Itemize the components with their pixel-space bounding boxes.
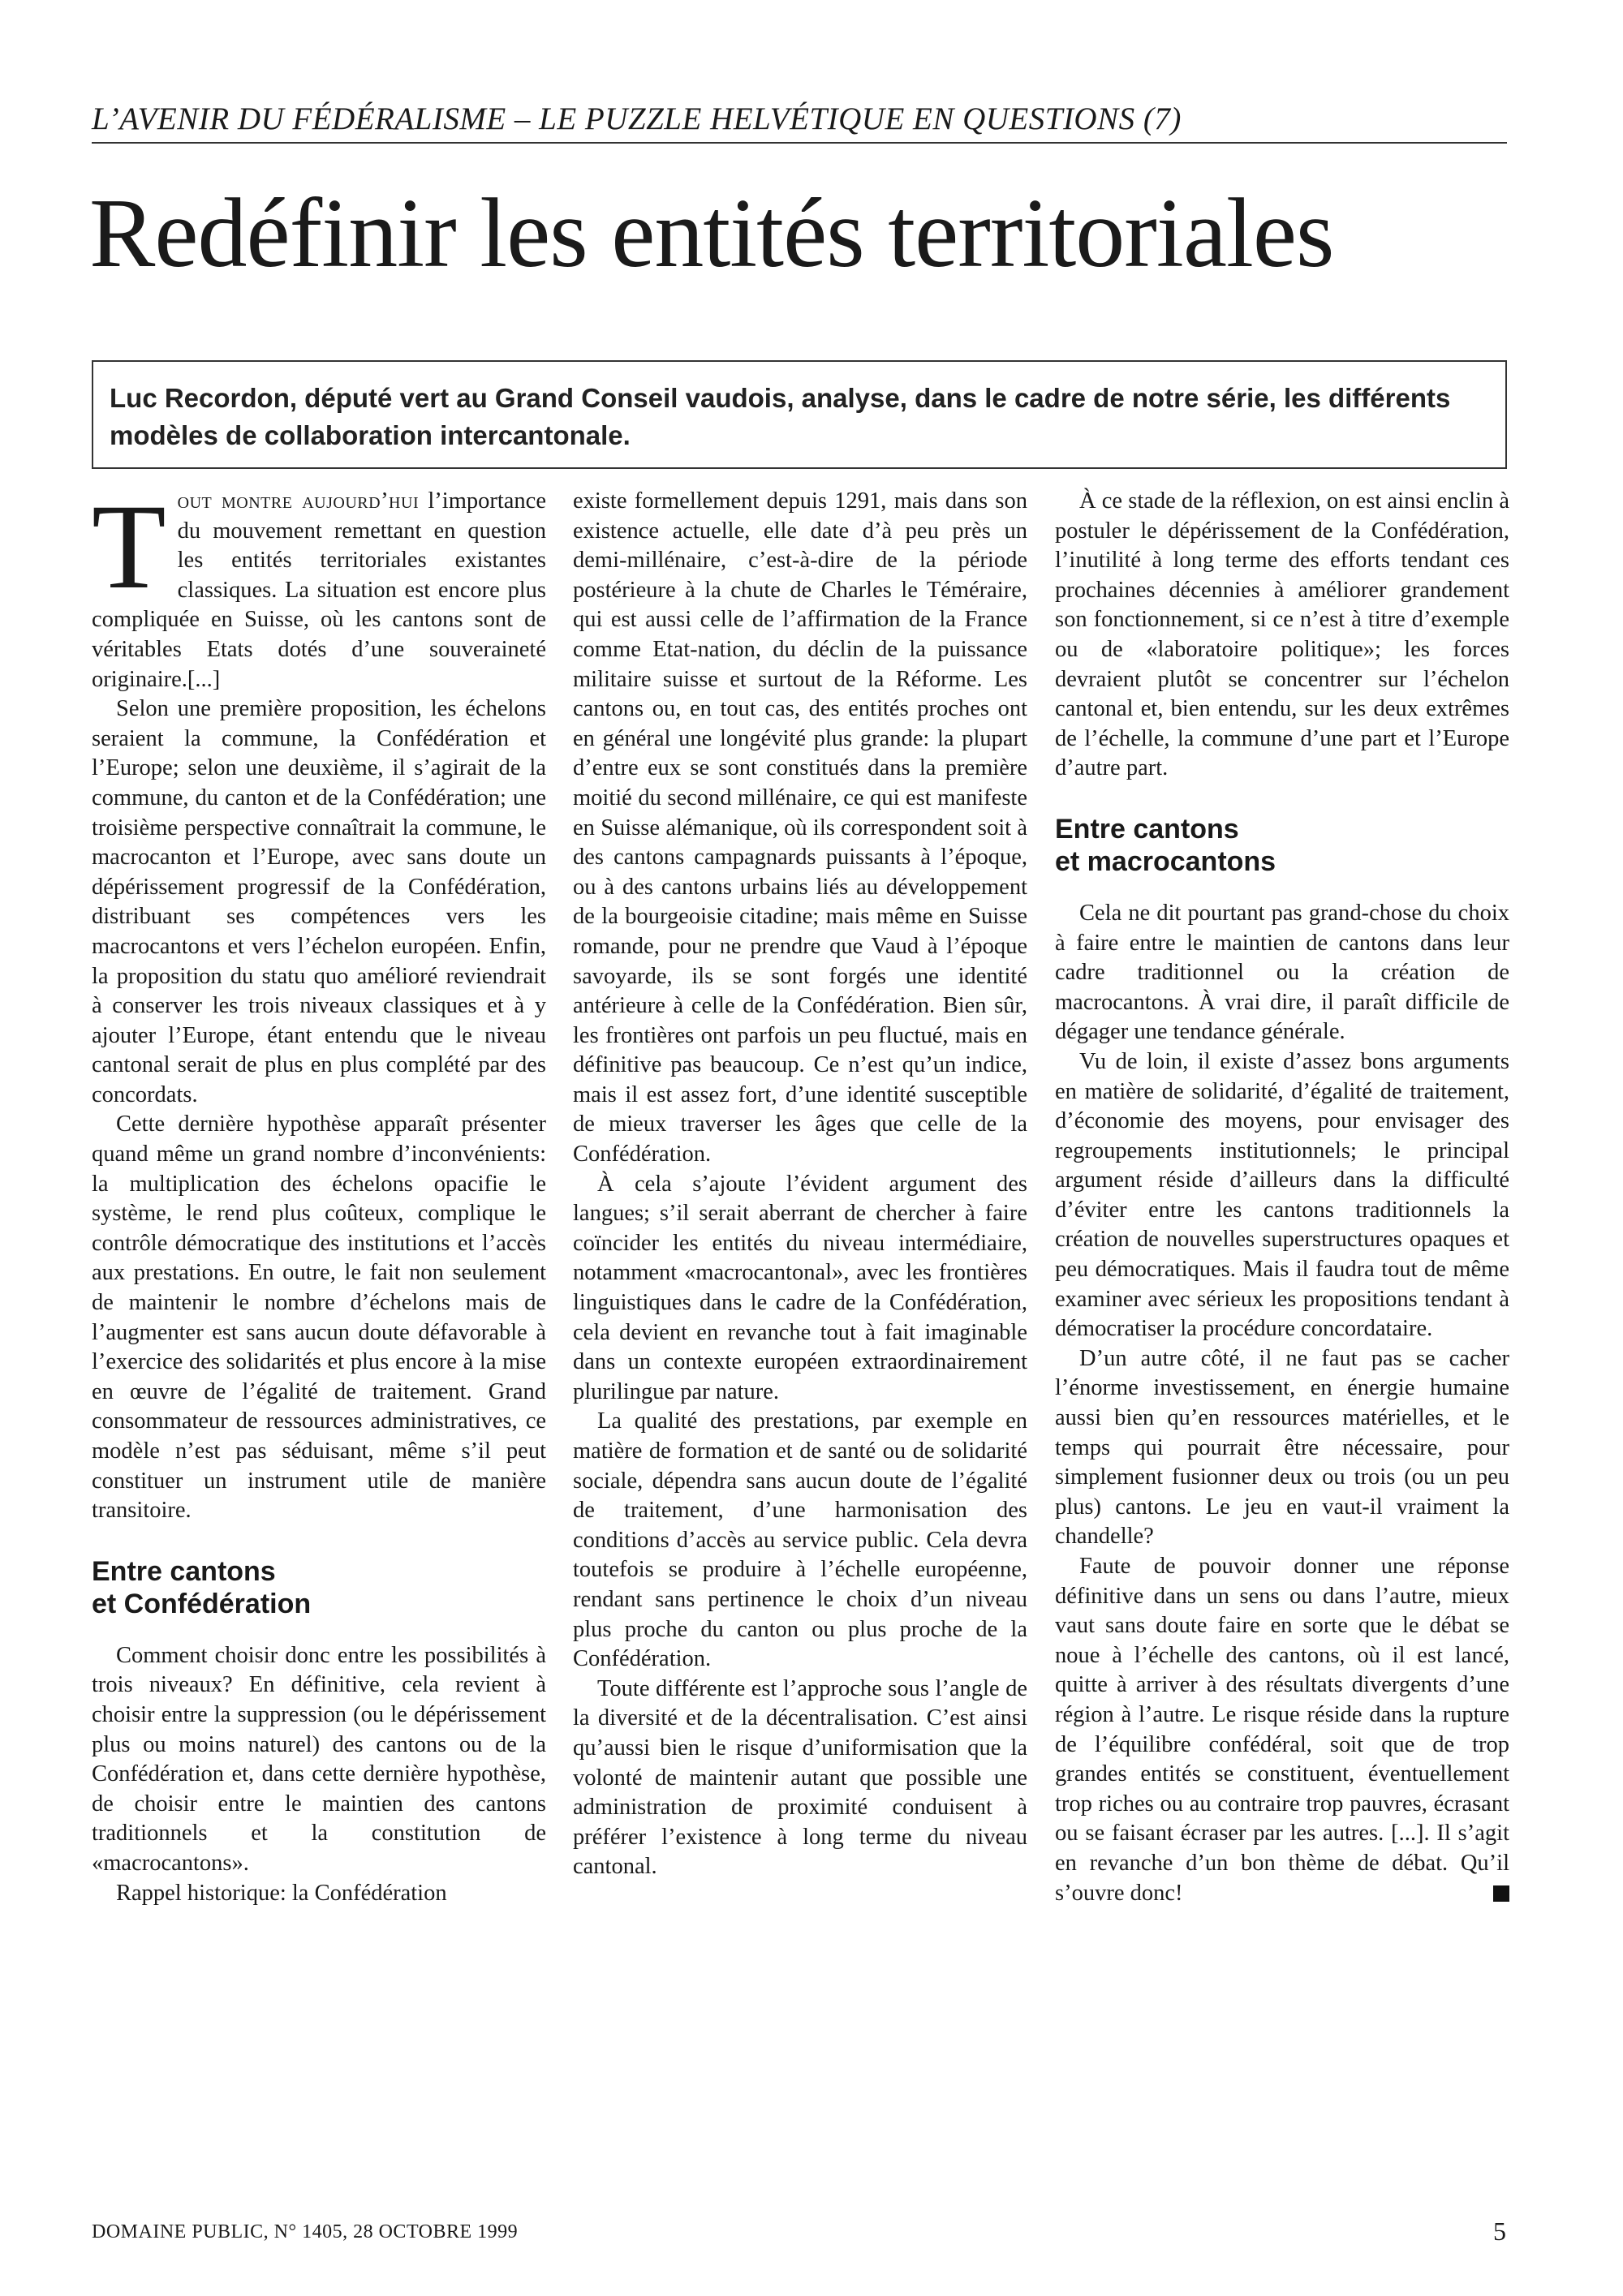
article-title: Redéfinir les entités territoriales [89,178,1334,288]
paragraph: Cela ne dit pourtant pas grand-chose du choix à faire entre le maintien de cantons dans leur cadre traditionnel ou la création de macrocantons. À vrai dire, il paraît difficile de dégager une tendance générale. [1055,900,1509,1045]
subheading [92,1555,546,1620]
column-1 [92,479,546,1908]
paragraph: Rappel historique: la Confédération [116,1880,447,1906]
column-3 [1055,487,1509,1908]
paragraph: Cette dernière hypothèse apparaît présenter quand même un grand nombre d’inconvénients: la multiplication des échelons opacifie le système, le rend plus coûteux, complique le contrôle démocratique des institutions et l’accès aux prestations. En outre, le fait non seulement de maintenir le nombre d’échelons mais de l’augmenter est sans aucun doute défavorable à l’exercice des solidarités et plus encore à la mise en œuvre de l’égalité de traitement. Grand consommateur de ressources administratives, ce modèle n’est pas séduisant, même s’il peut constituer un instrument utile de manière transitoire. [92,1111,546,1524]
paragraph-text: l’importance du mouvement remettant en question les entités territoriales existantes classiques. La situation est encore plus compliquée en Suisse, où les cantons sont de véritables Etats dotés d’une souveraineté originaire.[...] [92,488,546,692]
paragraph: Selon une première proposition, les échelons seraient la commune, la Confédération et l’Europe; selon une deuxième, il s’agirait de la commune, du canton et de la Confédération; une troisième perspective connaîtrait la commune, le macrocanton et l’Europe, avec sans doute un dépérissement progressif de la Confédération, distribuant ses compétences vers les macrocantons et vers l’échelon européen. Enfin, la proposition du statu quo amélioré reviendrait à conserver les trois niveaux classiques et à y ajouter l’Europe, étant entendu que le niveau cantonal serait de plus en plus complété par des concordats. [92,696,546,1107]
subheading-line: et Confédération [92,1588,312,1619]
page-number: 5 [1493,2216,1506,2246]
end-mark-icon [1493,1885,1509,1902]
subheading [1055,813,1509,878]
article-lead: Luc Recordon, député vert au Grand Conseil vaudois, analyse, dans le cadre de notre série, les différents modèles de collaboration intercantonale. [92,360,1507,469]
paragraph [92,479,546,694]
paragraph: À cela s’ajoute l’évident argument des langues; s’il serait aberrant de chercher à faire coïncider les entités du niveau intermédiaire, notamment «macrocantonal», avec les frontières linguistiques dans le cadre de la Confédération, cela devient en revanche tout à fait imaginable dans un contexte européen extraordinairement plurilingue par nature. [573,1171,1027,1404]
paragraph: Comment choisir donc entre les possibilités à trois niveaux? En définitive, cela revient à choisir entre la suppression (ou le dépérissement plus ou moins naturel) des cantons ou de la Confédération et, dans cette dernière hypothèse, de choisir entre le maintien des cantons traditionnels et la constitution de «macrocantons». [92,1642,546,1876]
footer-publication: DOMAINE PUBLIC, N° 1405, 28 OCTOBRE 1999 [92,2221,519,2242]
column-2 [573,487,1027,1882]
paragraph: existe formellement depuis 1291, mais dans son existence actuelle, elle date d’à peu près un demi-millénaire, c’est-à-dire de la période postérieure à la chute de Charles le Téméraire, qui est aussi celle de l’affirmation de la France comme Etat-nation, du déclin de la puissance militaire suisse et surtout de la Réforme. Les cantons ou, en tout cas, des entités proches ont en général une longévité plus grande: la plupart d’entre eux se sont constitués dans la première moitié du second millénaire, ce qui est manifeste en Suisse alémanique, où ils correspondent soit à des cantons campagnards puissants à l’époque, ou à des cantons urbains liés au développement de la bourgeoisie citadine; mais même en Suisse romande, pour ne prendre que Vaud à l’époque savoyarde, ils se sont forgés une identité antérieure à celle de la Confédération. Bien sûr, les frontières ont parfois un peu fluctué, mais en définitive pas beaucoup. Ce n’est qu’un indice, mais il est assez fort, d’une identité susceptible de mieux traverser les âges que celle de la Confédération. [573,488,1027,1167]
subheading-line: Entre cantons [92,1555,276,1587]
paragraph-text: Faute de pouvoir donner une réponse définitive dans un sens ou dans l’autre, mieux vaut sans doute faire en sorte que le débat se noue à l’échelle des cantons, où il est lancé, quitte à arriver à des résultats divergents d’une région à l’autre. Le risque réside dans la rupture de l’équilibre confédéral, soit que de trop grandes entités se constituent, éventuellement trop riches ou au contraire trop pauvres, écrasant ou se faisant écraser par les autres. [...]. Il s’agit en revanche d’un bon thème de débat. Qu’il s’ouvre donc! [1055,1554,1509,1906]
smallcaps-opening: out montre aujourd’hui [177,488,420,514]
drop-cap: T [92,479,166,614]
paragraph [1055,1552,1509,1908]
paragraph: D’un autre côté, il ne faut pas se cacher l’énorme investissement, en énergie humaine aussi bien qu’en ressources matérielles, et le temps qui pourrait être nécessaire, pour simplement fusionner deux ou trois (ou un peu plus) cantons. Le jeu en vaut-il vraiment la chandelle? [1055,1345,1509,1550]
subheading-line: et macrocantons [1055,845,1276,877]
paragraph: La qualité des prestations, par exemple en matière de formation et de santé ou de solidarité sociale, dépendra sans aucun doute de l’égalité de traitement, d’une harmonisation des conditions d’accès au service public. Cela devra toutefois se produire à l’échelle européenne, rendant sans pertinence le choix d’un niveau plus proche du canton ou plus proche de la Confédération. [573,1408,1027,1672]
paragraph: Vu de loin, il existe d’assez bons arguments en matière de solidarité, d’égalité de traitement, d’économie des moyens, pour envisager des regroupements institutionnels; le principal argument réside d’ailleurs dans la difficulté d’éviter entre les cantons traditionnels la création de nouvelles superstructures opaques et peu démocratiques. Mais il faudra tout de même examiner avec sérieux les propositions tendant à démocratiser la procédure concordataire. [1055,1048,1509,1342]
subheading-line: Entre cantons [1055,813,1239,845]
paragraph: À ce stade de la réflexion, on est ainsi enclin à postuler le dépérissement de la Confédération, l’inutilité à long terme des efforts tendant ces prochaines décennies à améliorer grandement son fonctionnement, si ce n’est à titre d’exemple ou de «laboratoire politique»; les forces devraient plutôt se concentrer sur l’échelon cantonal et, bien entendu, sur les deux extrêmes de l’échelle, la commune d’une part et l’Europe d’autre part. [1055,488,1509,781]
series-kicker: L’AVENIR DU FÉDÉRALISME – LE PUZZLE HELVÉTIQUE EN QUESTIONS (7) [92,101,1507,144]
paragraph: Toute différente est l’approche sous l’angle de la diversité et de la décentralisation. C’est ainsi qu’aussi bien le risque d’uniformisation que la volonté de maintenir autant que possible une administration de proximité conduisent à préférer l’existence à long terme du niveau cantonal. [573,1675,1027,1880]
